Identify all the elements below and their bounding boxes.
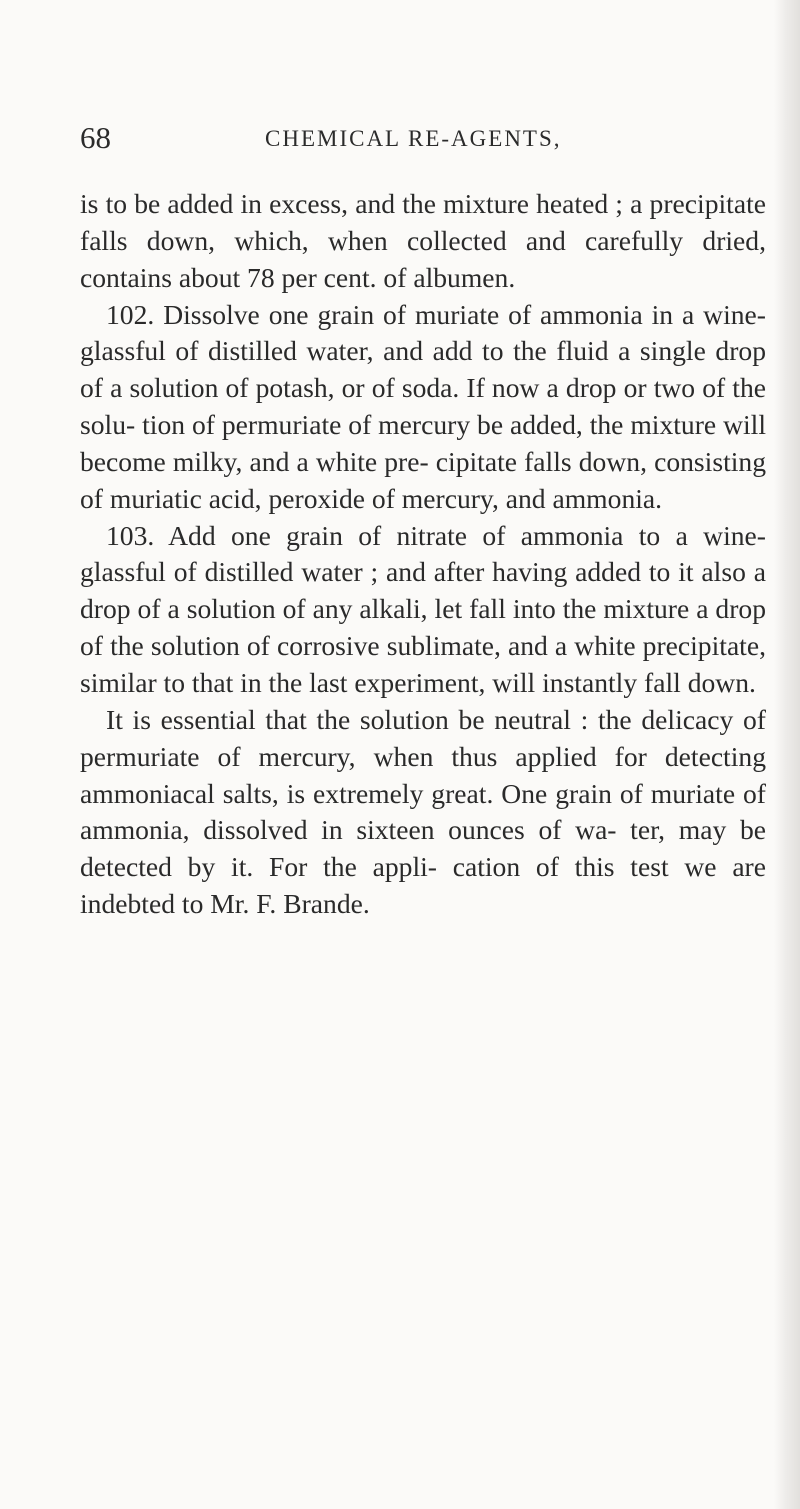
- body-text: [80, 186, 766, 923]
- paragraph-102: 102. Dissolve one grain of muriate of ammonia in a wine-glassful of distilled water, and add to the fluid a single drop of a solution of potash, or of soda. If now a drop or two of the solu- tion of permuriate of mercury be added, the mixture will become milky, and a white pre- cipitate falls down, consisting of muriatic acid, peroxide of mercury, and ammonia.: [80, 298, 766, 514]
- page-edge-shadow: [774, 0, 800, 1509]
- running-title: CHEMICAL RE-AGENTS,: [265, 126, 562, 151]
- paragraph-note: It is essential that the solution be neutral : the delicacy of permuriate of mercury, when thus applied for detecting ammoniacal salts, is extremely great. One grain of muriate of ammonia, dissolved in sixteen ounces of wa- ter, may be detected by it. For the appli- cation of this test we are indebted to Mr. F. Brande.: [80, 703, 766, 920]
- running-head: [80, 118, 770, 158]
- paragraph-103: 103. Add one grain of nitrate of ammonia to a wine-glassful of distilled water ; and after having added to it also a drop of a solution of any alkali, let fall into the mixture a drop of the solution of corrosive sublimate, and a white precipitate, similar to that in the last experiment, will instantly fall down.: [80, 519, 766, 698]
- paragraph-continuation: is to be added in excess, and the mixture heated ; a precipitate falls down, which, when collected and carefully dried, contains about 78 per cent. of albumen.: [80, 188, 766, 293]
- page-number: 68: [80, 120, 111, 155]
